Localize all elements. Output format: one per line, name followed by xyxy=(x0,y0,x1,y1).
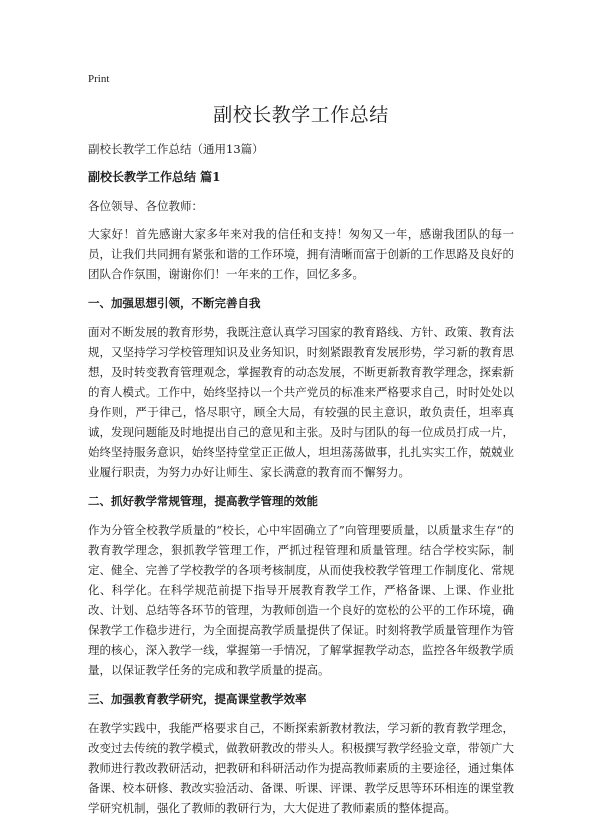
section-heading-2: 二、抓好教学常规管理，提高教学管理的效能 xyxy=(88,494,318,508)
section-heading-1: 一、加强思想引领，不断完善自我 xyxy=(88,296,261,310)
section-body-1: 面对不断发展的教育形势，我既注意认真学习国家的教育路线、方针、政策、教育法规，又坚持学习学校管理知识及业务知识，时刻紧跟教育发展形势，学习新的教育思想，及时转变教育管理观念，掌握教育的动态发展，不断更新教育教学理念，探索新的育人模式。工作中，始终坚持以一个共产党员的标准来严格要求自己，时时处处以身作则，严于律己，恪尽职守，顾全大局，有较强的民主意识，敢负责任，坦率真诚，发现问题能及时地提出自己的意见和主张。及时与团队的每一位成员打成一片，始终坚持服务意识，始终坚持堂堂正正做人，坦坦荡荡做事，扎扎实实工作，兢兢业业履行职责，为努力办好让师生、家长满意的教育而不懈努力。 xyxy=(88,325,514,479)
print-link[interactable]: Print xyxy=(88,73,110,85)
section-heading-3: 三、加强教育教学研究，提高课堂教学效率 xyxy=(88,692,307,706)
article-title: 副校长教学工作总结 篇1 xyxy=(88,170,221,184)
intro-paragraph: 大家好！首先感谢大家多年来对我的信任和支持！匆匆又一年，感谢我团队的每一员，让我们共同拥有紧张和谐的工作环境，拥有清晰而富于创新的工作思路及良好的团队合作氛围，谢谢你们！一年来的工作，回忆多多。 xyxy=(88,227,514,281)
page-title: 副校长教学工作总结 xyxy=(213,104,389,126)
greeting-paragraph: 各位领导、各位教师： xyxy=(88,199,203,213)
section-body-2: 作为分管全校教学质量的“校长，心中牢固确立了”向管理要质量，以质量求生存“的教育教学理念，狠抓教学管理工作，严抓过程管理和质量管理。结合学校实际，制定、健全、完善了学校教学的各项考核制度，从而使我校教学管理工作制度化、常规化、科学化。在科学规范前提下指导开展教育教学工作，严格备课、上课、作业批改、计划、总结等各环节的管理，为教师创造一个良好的宽松的公平的工作环境，确保教学工作稳步进行，为全面提高教学质量提供了保证。时刻将教学质量管理作为管理的核心，深入教学一线，掌握第一手情况，了解掌握教学动态，监控各年级教学质量，以保证教学任务的完成和教学质量的提高。 xyxy=(88,523,514,677)
document-subtitle: 副校长教学工作总结（通用13篇） xyxy=(88,142,264,156)
section-body-3: 在教学实践中，我能严格要求自己，不断探索新教材教法，学习新的教育教学理念，改变过去传统的教学模式，做教研教改的带头人。积极撰写教学经验文章，带领广大教师进行教改教研活动，把教研和科研活动作为提高教师素质的主要途径，通过集体备课、校本研修、教改实验活动、备课、听课、评课、教学反思等环环相连的课堂教学研究机制，强化了教师的教研行为，大大促进了教师素质的整体提高。 xyxy=(88,721,514,815)
